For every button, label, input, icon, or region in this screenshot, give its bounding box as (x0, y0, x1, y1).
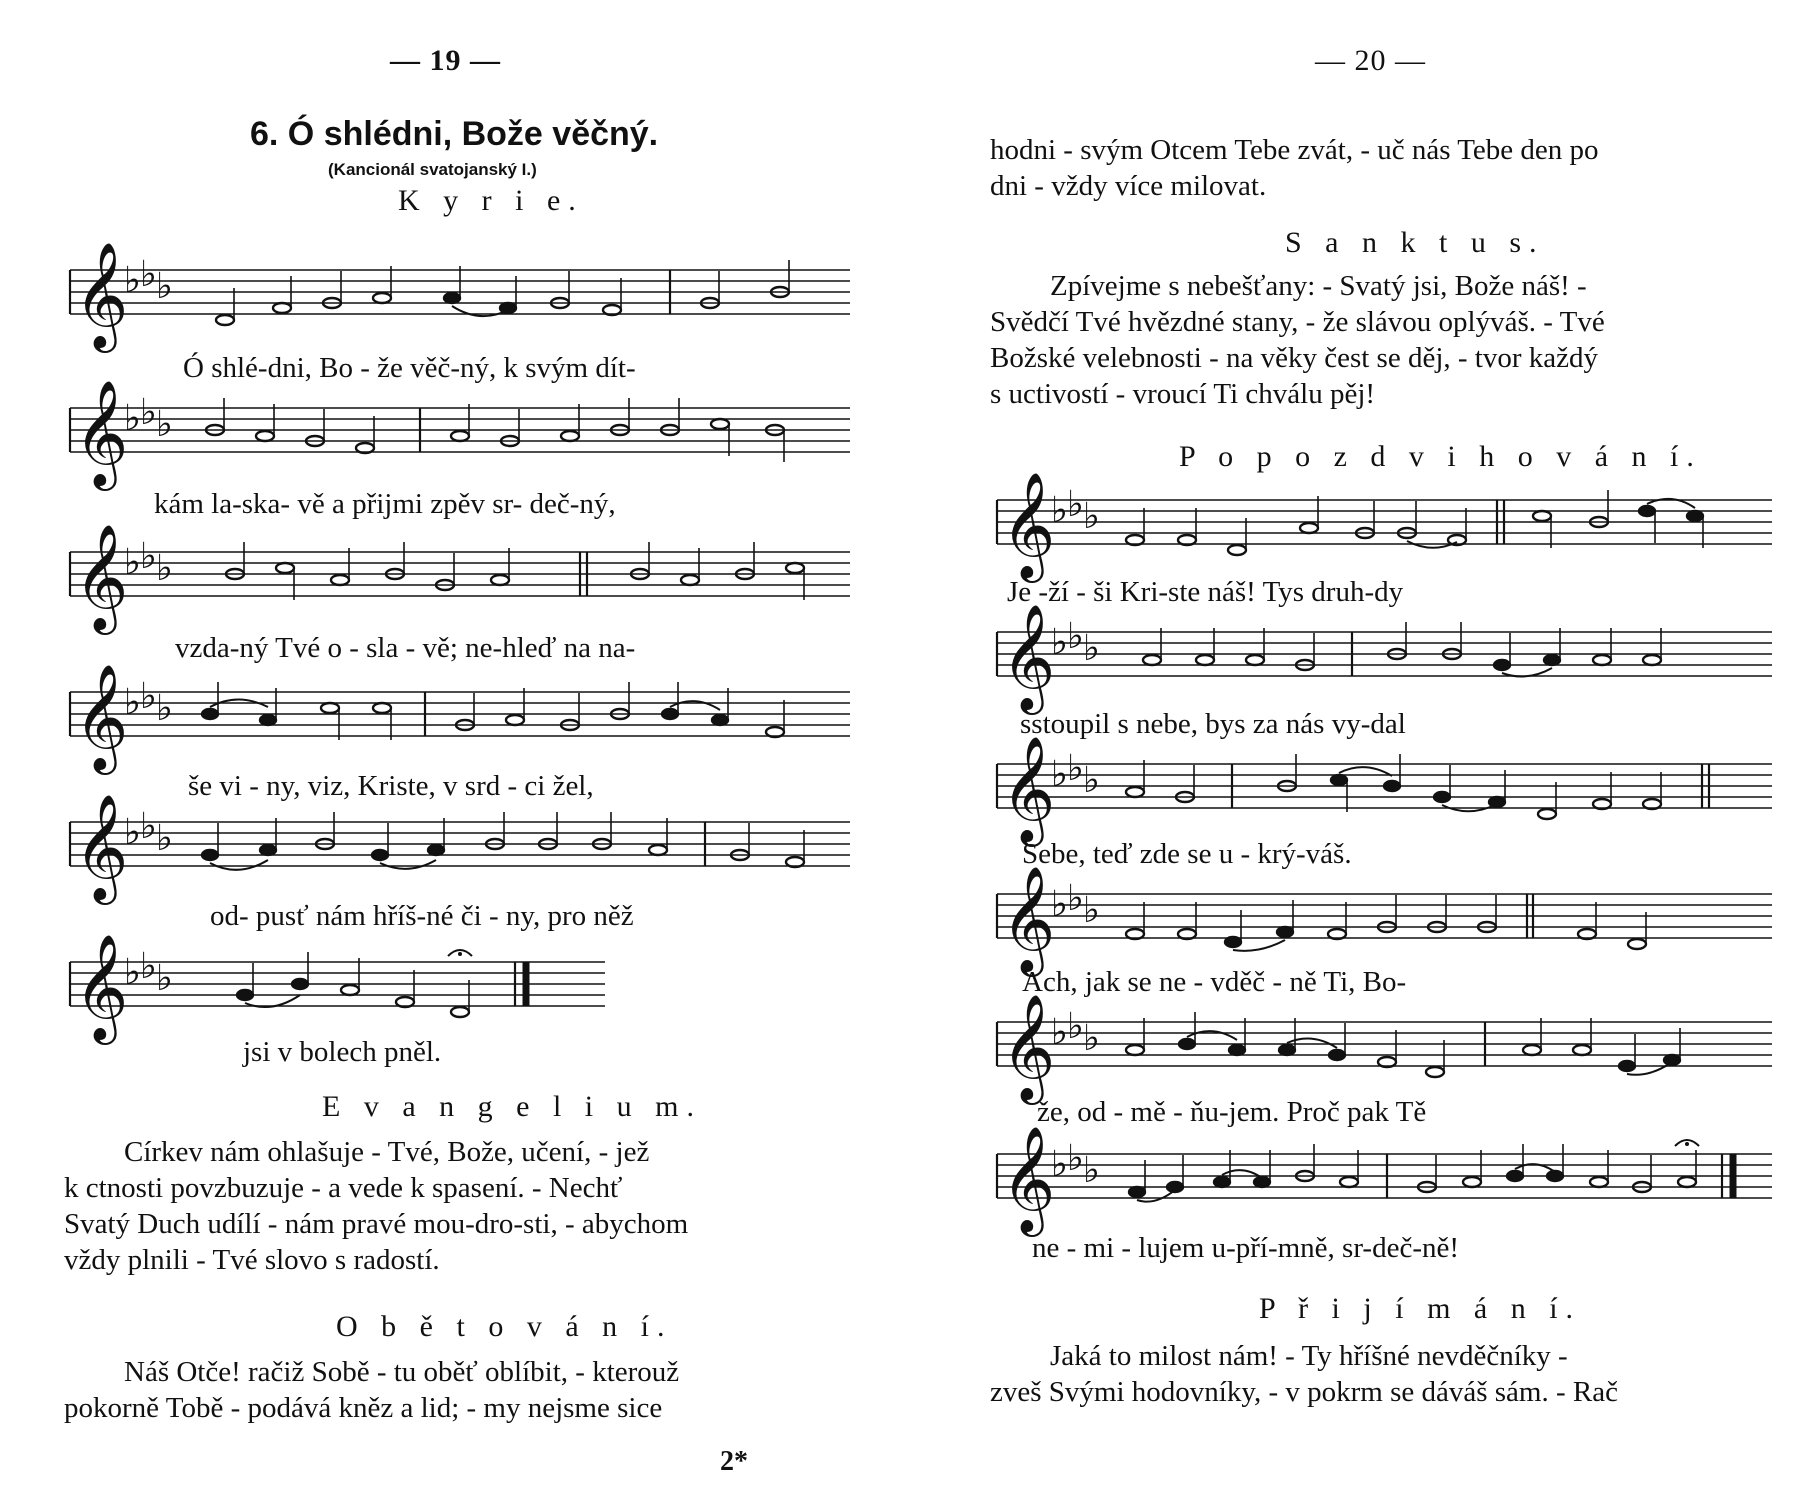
svg-text:♭: ♭ (1067, 1006, 1084, 1047)
svg-text:♭: ♭ (1051, 622, 1068, 663)
lyric-line: sstoupil s nebe, bys za nás vy-dal (1020, 708, 1406, 740)
text-line: k ctnosti povzbuzuje - a vede k spasení. - Nechť (64, 1172, 623, 1204)
text-line: Jaká to milost nám! - Ty hříšné nevděčníky - (1050, 1340, 1568, 1372)
svg-text:♭: ♭ (1051, 1012, 1068, 1053)
svg-text:♭: ♭ (1083, 890, 1100, 931)
svg-text:♭: ♭ (1067, 1138, 1084, 1179)
svg-text:♭: ♭ (156, 958, 173, 999)
svg-text:𝄞: 𝄞 (74, 793, 129, 900)
svg-text:♭: ♭ (1051, 754, 1068, 795)
svg-text:♭: ♭ (156, 404, 173, 445)
text-line: Zpívejme s nebešťany: - Svatý jsi, Bože náš! - (1050, 270, 1587, 302)
text-line: dni - vždy více milovat. (990, 170, 1267, 202)
prose-continuation (990, 132, 1780, 204)
text-line: Božské velebnosti - na věky čest se děj, - tvor každý (990, 342, 1599, 374)
svg-text:♭: ♭ (124, 398, 141, 439)
svg-text:𝄞: 𝄞 (1001, 735, 1056, 842)
svg-text:♭: ♭ (1083, 628, 1100, 669)
text-line: Církev nám ohlašuje - Tvé, Bože, učení, - jež (124, 1136, 650, 1168)
music-staff (60, 379, 850, 486)
text-line: zveš Svými hodovníky, - v pokrm se dáváš sám. - Rač (990, 1376, 1618, 1408)
music-staff (987, 1125, 1777, 1232)
lyric-line: Je -ží - ši Kri-ste náš! Tys druh-dy (1007, 576, 1404, 608)
svg-text:𝄞: 𝄞 (74, 663, 129, 770)
music-staff (60, 663, 850, 770)
svg-text:♭: ♭ (140, 536, 157, 577)
lyric-line: kám la-ska- vě a přijmi zpěv sr- deč-ný, (154, 488, 616, 520)
svg-text:♭: ♭ (1051, 490, 1068, 531)
text-line: Svědčí Tvé hvězdné stany, - že slávou oplýváš. - Tvé (990, 306, 1605, 338)
svg-text:♭: ♭ (1051, 884, 1068, 925)
text-line: Svatý Duch udílí - nám pravé mou-dro-sti, - abychom (64, 1208, 689, 1240)
lyric-line: vzda-ný Tvé o - sla - vě; ne-hleď na na- (175, 632, 636, 664)
svg-text:𝄞: 𝄞 (1001, 1125, 1056, 1232)
svg-text:♭: ♭ (124, 542, 141, 583)
svg-text:𝄞: 𝄞 (1001, 993, 1056, 1100)
section-heading-kyrie: K y r i e. (398, 184, 584, 217)
svg-text:♭: ♭ (156, 266, 173, 307)
lyric-line: Ó shlé-dni, Bo - že věč-ný, k svým dít- (183, 352, 636, 384)
svg-text:♭: ♭ (124, 682, 141, 723)
svg-text:♭: ♭ (156, 688, 173, 729)
svg-text:♭: ♭ (1083, 496, 1100, 537)
section-heading-sanktus: S a n k t u s. (1285, 226, 1545, 259)
svg-text:𝄞: 𝄞 (74, 523, 129, 630)
svg-text:♭: ♭ (1083, 1018, 1100, 1059)
svg-text:♭: ♭ (1067, 878, 1084, 919)
svg-text:♭: ♭ (140, 254, 157, 295)
svg-text:♭: ♭ (156, 548, 173, 589)
svg-text:♭: ♭ (124, 812, 141, 853)
svg-text:♭: ♭ (1067, 616, 1084, 657)
svg-text:♭: ♭ (140, 676, 157, 717)
lyric-line: jsi v bolech pněl. (243, 1036, 442, 1068)
right-page (907, 0, 1814, 1500)
lyric-line: od- pusť nám hříš-né či - ny, pro něž (210, 900, 634, 932)
text-line: pokorně Tobě - podává kněz a lid; - my nejsme sice (64, 1392, 663, 1424)
svg-text:𝄞: 𝄞 (1001, 865, 1056, 972)
music-staff (987, 735, 1777, 842)
music-staff (60, 933, 620, 1040)
svg-text:♭: ♭ (1051, 1144, 1068, 1185)
svg-text:𝄞: 𝄞 (74, 933, 129, 1040)
lyric-line: Ach, jak se ne - vděč - ně Ti, Bo- (1022, 966, 1407, 998)
page-number: — 19 — (390, 44, 501, 77)
prose-prijimani (990, 1338, 1780, 1410)
svg-text:♭: ♭ (140, 392, 157, 433)
svg-text:♭: ♭ (156, 818, 173, 859)
svg-text:♭: ♭ (1083, 760, 1100, 801)
text-line: vždy plnili - Tvé slovo s radostí. (64, 1244, 440, 1276)
svg-text:♭: ♭ (140, 946, 157, 987)
section-heading-evangelium: E v a n g e l i u m. (322, 1090, 702, 1123)
svg-text:𝄞: 𝄞 (1001, 603, 1056, 710)
prose-sanktus (990, 268, 1780, 412)
lyric-line: še vi - ny, viz, Kriste, v srd - ci žel, (188, 770, 594, 802)
text-line: Náš Otče! račiž Sobě - tu oběť oblíbit, - kterouž (124, 1356, 680, 1388)
prose-obetovani (64, 1354, 854, 1426)
page-number: — 20 — (1315, 44, 1426, 77)
section-heading-prijimani: P ř i j í m á n í. (1259, 1292, 1582, 1325)
music-staff (987, 471, 1777, 578)
music-staff (60, 523, 850, 630)
hymn-source: (Kancionál svatojanský I.) (328, 160, 537, 179)
lyric-line: Sebe, teď zde se u - krý-váš. (1022, 838, 1352, 870)
text-line: s uctivostí - vroucí Ti chválu pěj! (990, 378, 1376, 410)
svg-text:♭: ♭ (1083, 1150, 1100, 1191)
svg-text:♭: ♭ (1067, 484, 1084, 525)
hymn-title: 6. Ó shlédni, Bože věčný. (250, 115, 659, 153)
music-staff (987, 865, 1777, 972)
svg-text:♭: ♭ (124, 952, 141, 993)
svg-text:𝄞: 𝄞 (74, 241, 129, 348)
svg-text:♭: ♭ (124, 260, 141, 301)
prose-evangelium (64, 1134, 854, 1278)
svg-text:♭: ♭ (1067, 748, 1084, 789)
text-line: hodni - svým Otcem Tebe zvát, - uč nás Tebe den po (990, 134, 1599, 166)
svg-text:𝄞: 𝄞 (74, 379, 129, 486)
music-staff (60, 793, 850, 900)
section-heading-obetovani: O b ě t o v á n í. (336, 1310, 673, 1343)
music-staff (60, 241, 850, 348)
music-staff (987, 993, 1777, 1100)
music-staff (987, 603, 1777, 710)
section-heading-pozdvihovani: P o p o z d v i h o v á n í. (1179, 440, 1702, 473)
lyric-line: ne - mi - lujem u-pří-mně, sr-deč-ně! (1032, 1232, 1459, 1264)
signature-mark: 2* (720, 1446, 748, 1477)
svg-text:♭: ♭ (140, 806, 157, 847)
svg-text:𝄞: 𝄞 (1001, 471, 1056, 578)
lyric-line: že, od - mě - ňu-jem. Proč pak Tě (1037, 1096, 1427, 1128)
